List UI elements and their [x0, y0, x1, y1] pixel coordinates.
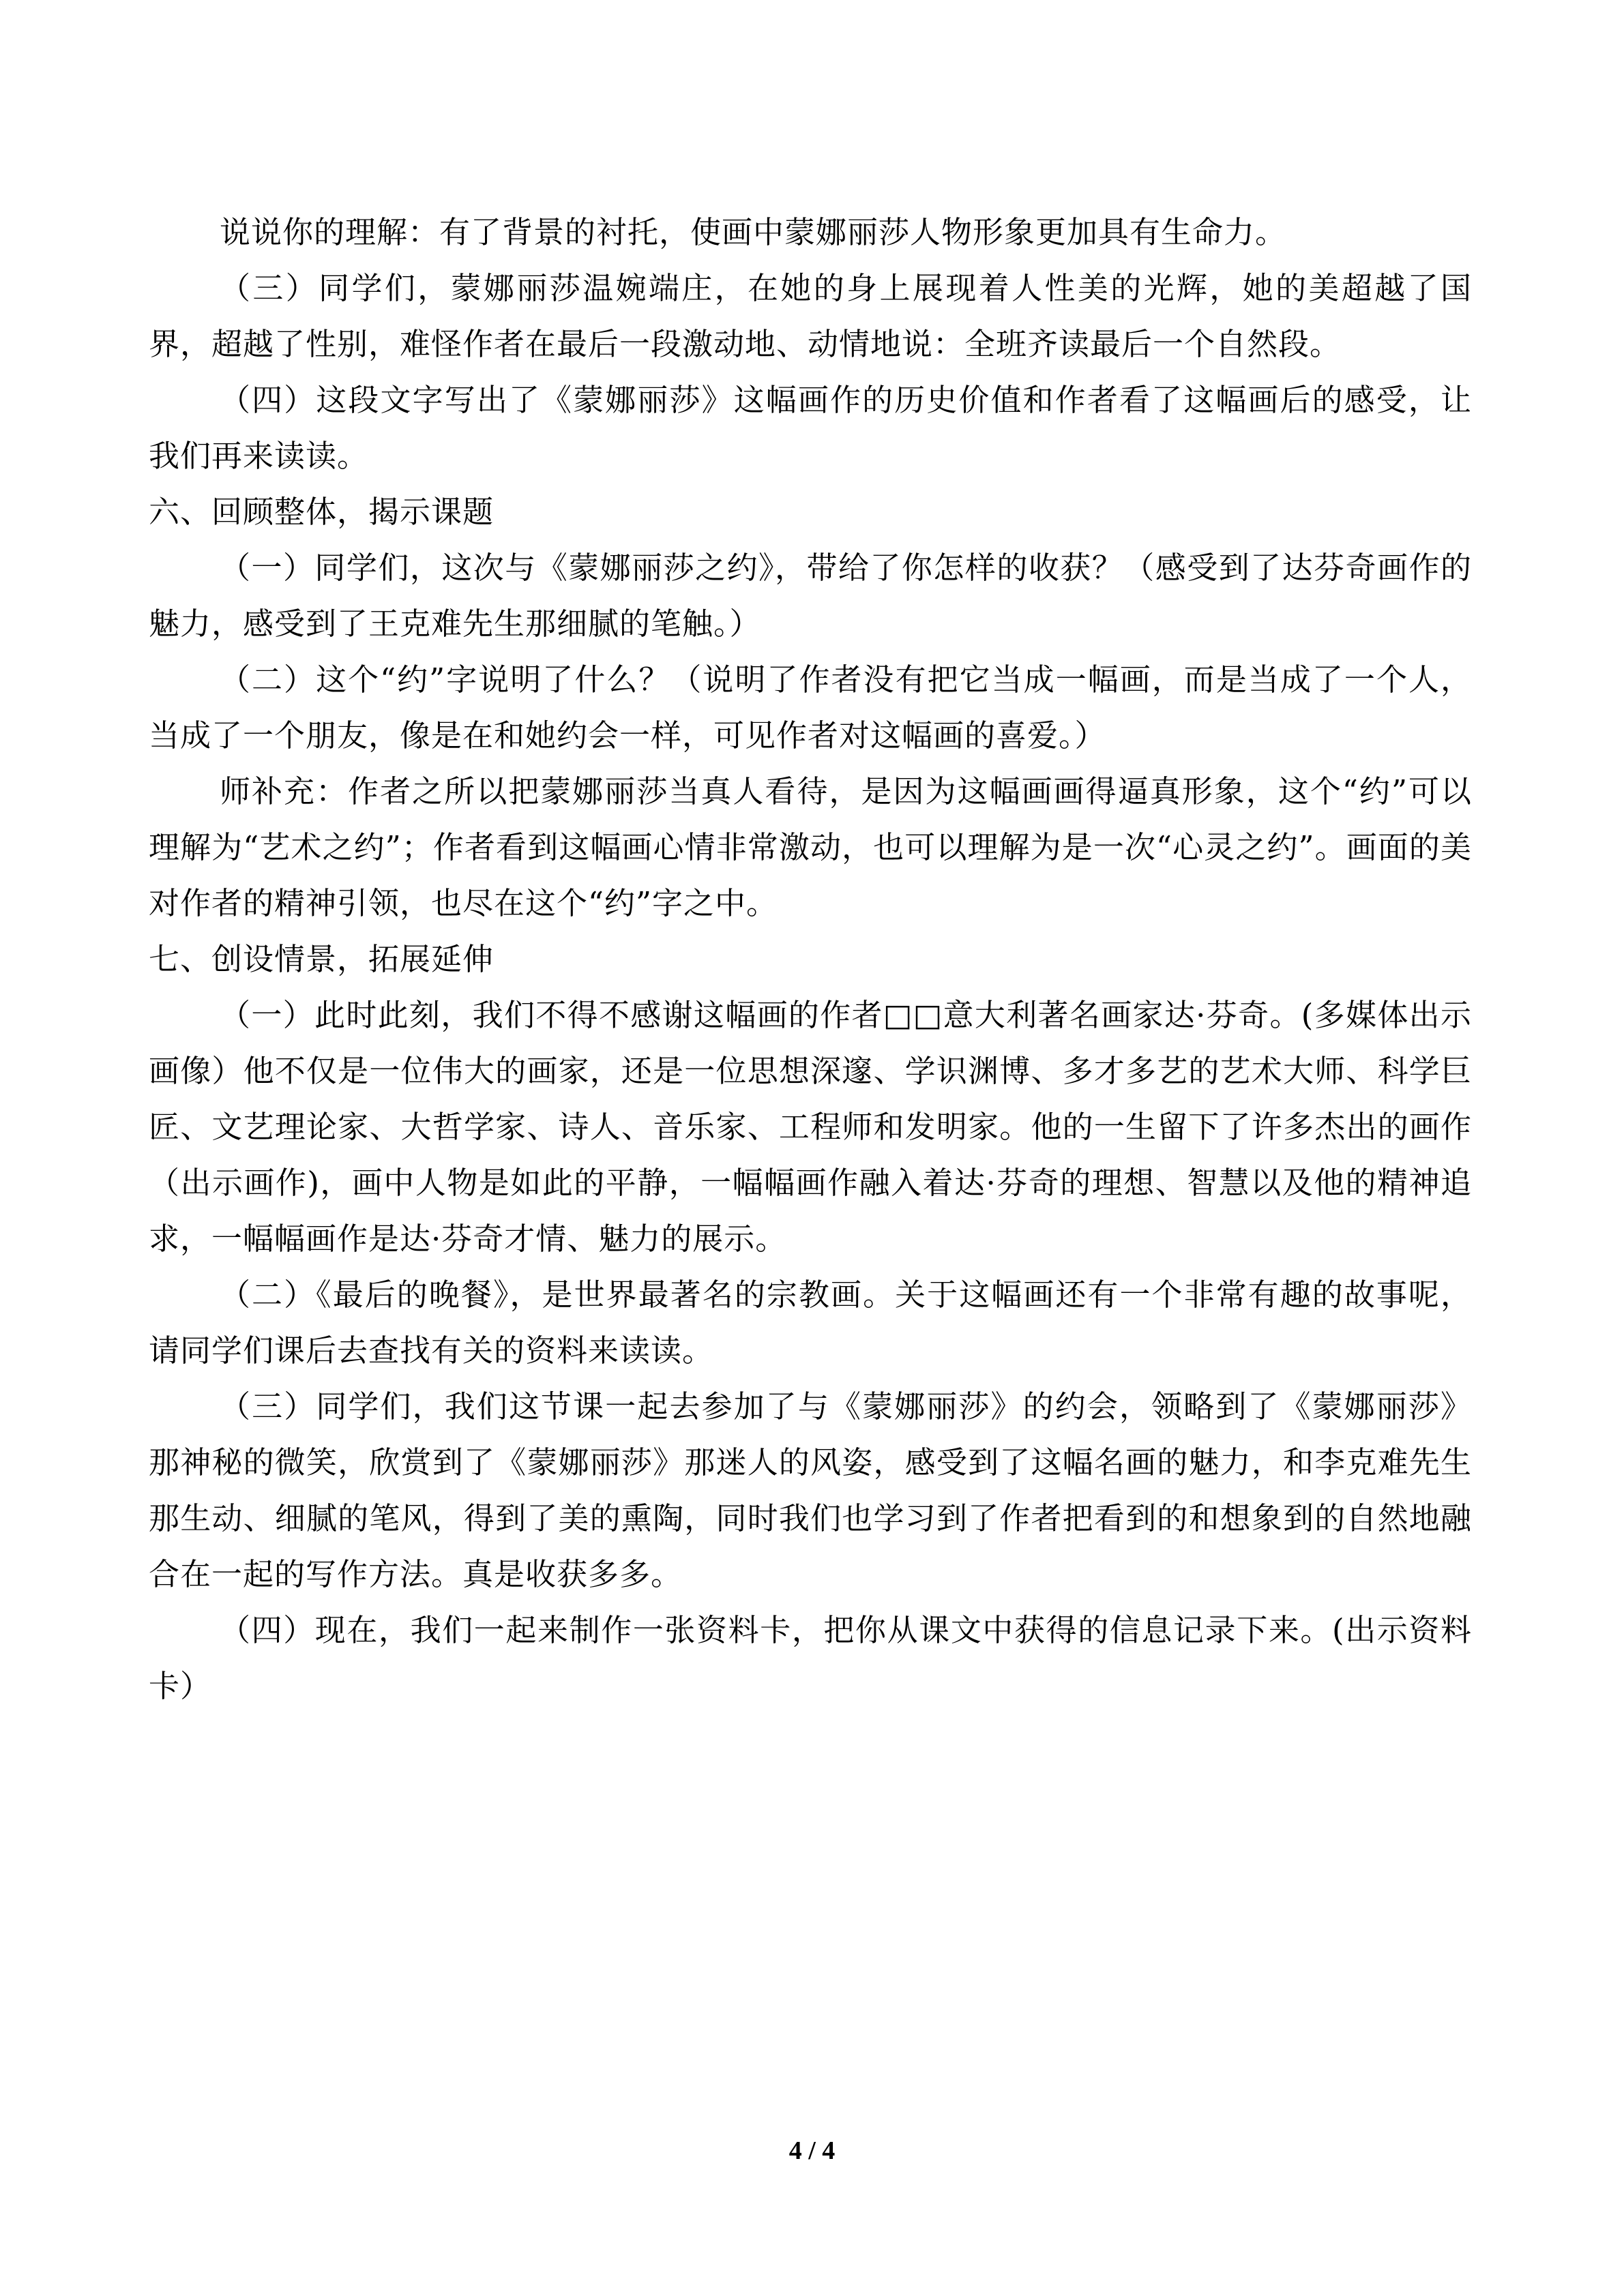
- paragraph-section7-item4: （四）现在，我们一起来制作一张资料卡，把你从课文中获得的信息记录下来。(出示资料卡）: [149, 1612, 1472, 1704]
- section-heading-7: 七、创设情景，拓展延伸: [149, 941, 494, 977]
- paragraph-section5-item4: （四）这段文字写出了《蒙娜丽莎》这幅画作的历史价值和作者看了这幅画后的感受，让我们再来读读。: [149, 382, 1472, 474]
- paragraph-section6-item1: （一）同学们，这次与《蒙娜丽莎之约》，带给了你怎样的收获？（感受到了达芬奇画作的魅力，感受到了王克难先生那细腻的笔触。）: [149, 550, 1472, 642]
- section-heading-6: 六、回顾整体，揭示课题: [149, 494, 494, 530]
- paragraph-section6-item2: （二）这个“约”字说明了什么？（说明了作者没有把它当成一幅画，而是当成了一个人，当成了一个朋友，像是在和她约会一样，可见作者对这幅画的喜爱。）: [149, 661, 1472, 754]
- paragraph-section7-item2: （二）《最后的晚餐》，是世界最著名的宗教画。关于这幅画还有一个非常有趣的故事呢，请同学们课后去查找有关的资料来读读。: [149, 1277, 1472, 1369]
- paragraph-section5-item3: （三）同学们，蒙娜丽莎温婉端庄，在她的身上展现着人性美的光辉，她的美超越了国界，超越了性别，难怪作者在最后一段激动地、动情地说：全班齐读最后一个自然段。: [149, 270, 1472, 362]
- paragraph-section7-item1: （一）此时此刻，我们不得不感谢这幅画的作者□□意大利著名画家达·芬奇。(多媒体出示画像）他不仅是一位伟大的画家，还是一位思想深邃、学识渊博、多才多艺的艺术大师、科学巨匠、文艺理论家、大哲学家、诗人、音乐家、工程师和发明家。他的一生留下了许多杰出的画作（出示画作)，画中人物是如此的平静，一幅幅画作融入着达·芬奇的理想、智慧以及他的精神追求，一幅幅画作是达·芬奇才情、魅力的展示。: [149, 997, 1472, 1257]
- document-body: [149, 205, 1472, 1714]
- paragraph-teacher-supplement: 师补充：作者之所以把蒙娜丽莎当真人看待，是因为这幅画画得逼真形象，这个“约”可以理解为“艺术之约”；作者看到这幅画心情非常激动，也可以理解为是一次“心灵之约”。画面的美对作者的精神引领，也尽在这个“约”字之中。: [149, 773, 1472, 921]
- page-number: 4 / 4: [788, 2136, 836, 2165]
- paragraph-section7-item3: （三）同学们，我们这节课一起去参加了与《蒙娜丽莎》的约会，领略到了《蒙娜丽莎》那神秘的微笑，欣赏到了《蒙娜丽莎》那迷人的风姿，感受到了这幅名画的魅力，和李克难先生那生动、细腻的笔风，得到了美的熏陶，同时我们也学习到了作者把看到的和想象到的自然地融合在一起的写作方法。真是收获多多。: [149, 1388, 1472, 1592]
- paragraph-understanding: 说说你的理解：有了背景的衬托，使画中蒙娜丽莎人物形象更加具有生命力。: [220, 214, 1287, 250]
